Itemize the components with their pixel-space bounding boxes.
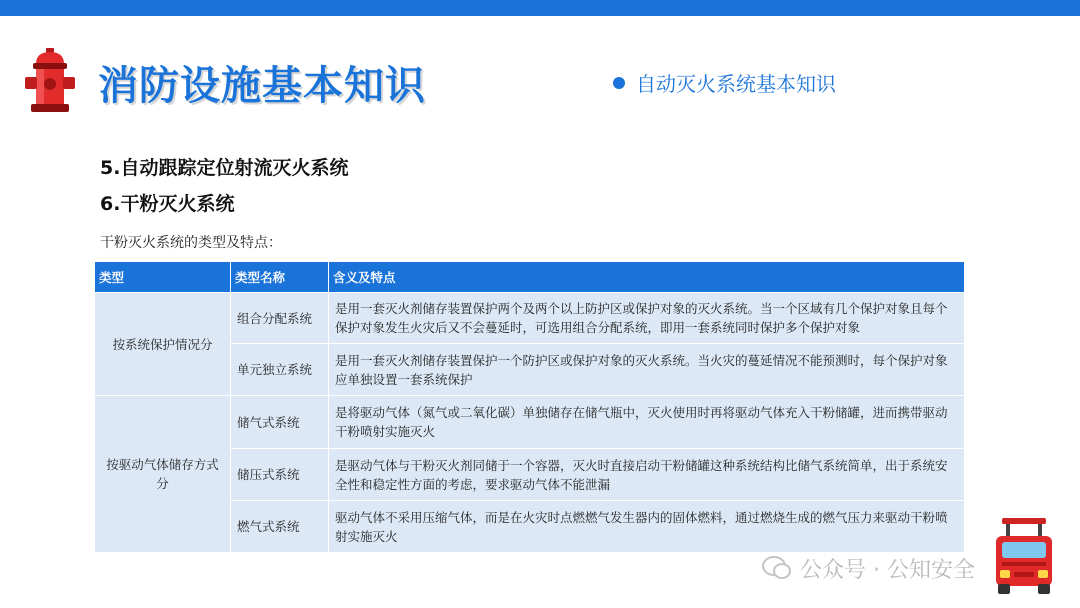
section-subtitle: 自动灭火系统基本知识 <box>636 72 836 96</box>
watermark-text: 公众号 · 公知安全 <box>800 558 975 583</box>
type-cell: 按驱动气体储存方式分 <box>95 396 231 553</box>
heading-5: 5.自动跟踪定位射流灭火系统 <box>100 157 349 179</box>
page-title: 消防设施基本知识 <box>98 63 426 109</box>
description-cell: 是用一套灭火剂储存装置保护两个及两个以上防护区或保护对象的灭火系统。当一个区域有几个保护对象且每个保护对象发生火灾后又不会蔓延时，可选用组合分配系统，即用一套系统同时保护多个保护对象 <box>329 293 965 344</box>
bullet-dot-icon <box>613 77 625 89</box>
table-caption: 干粉灭火系统的类型及特点： <box>100 235 282 251</box>
table-row <box>95 293 965 344</box>
table-header-row <box>95 262 965 293</box>
description-cell: 驱动气体不采用压缩气体，而是在火灾时点燃燃气发生器内的固体燃料，通过燃烧生成的燃气压力来驱动干粉喷射实施灭火 <box>329 501 965 553</box>
type-name-cell: 单元独立系统 <box>231 344 329 396</box>
type-name-cell: 组合分配系统 <box>231 293 329 344</box>
fire-hydrant-icon <box>22 46 78 116</box>
type-cell: 按系统保护情况分 <box>95 293 231 396</box>
description-cell: 是将驱动气体（氮气或二氧化碳）单独储存在储气瓶中，灭火使用时再将驱动气体充入干粉储罐，进而携带驱动干粉喷射实施灭火 <box>329 396 965 449</box>
type-name-cell: 燃气式系统 <box>231 501 329 553</box>
heading-6: 6.干粉灭火系统 <box>100 193 235 215</box>
description-cell: 是驱动气体与干粉灭火剂同储于一个容器，灭火时直接启动干粉储罐这种系统结构比储气系统简单，出于系统安全性和稳定性方面的考虑，要求驱动气体不能泄漏 <box>329 449 965 501</box>
type-name-cell: 储压式系统 <box>231 449 329 501</box>
top-accent-bar <box>0 0 1080 16</box>
fire-truck-icon <box>988 516 1060 596</box>
wechat-icon <box>762 555 792 581</box>
header-desc: 含义及特点 <box>329 262 965 293</box>
description-cell: 是用一套灭火剂储存装置保护一个防护区或保护对象的灭火系统。当火灾的蔓延情况不能预测时，每个保护对象应单独设置一套系统保护 <box>329 344 965 396</box>
header-type: 类型 <box>95 262 231 293</box>
dry-powder-types-table <box>94 261 965 553</box>
type-name-cell: 储气式系统 <box>231 396 329 449</box>
header-name: 类型名称 <box>231 262 329 293</box>
table-row <box>95 396 965 449</box>
